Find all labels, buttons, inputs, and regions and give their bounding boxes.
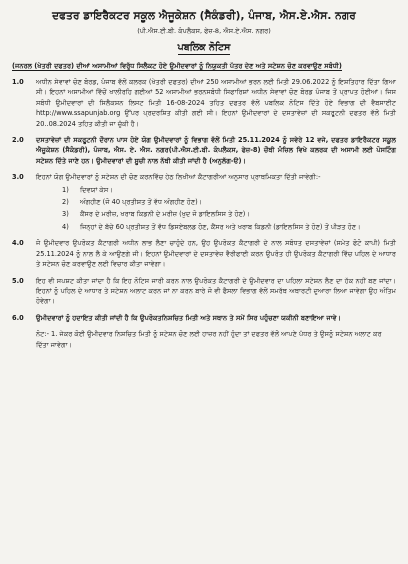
paragraph-2 — [12, 135, 396, 166]
paragraph-1 — [12, 77, 396, 129]
category-text: ਅੰਗਹੀਣ (ਜੋ 40 ਪ੍ਰਤੀਸ਼ਤ ਤੋਂ ਵੱਧ ਅੰਗਹੀਣ ਹੋਣ)। — [80, 198, 203, 207]
category-number: 1) — [62, 185, 69, 194]
paragraph-6 — [12, 313, 396, 323]
footer-note: ਨੋਟ:- 1. ਜੇਕਰ ਕੋਈ ਉਮੀਦਵਾਰ ਨਿਸ਼ਚਿਤ ਮਿਤੀ ਨੂੰ ਸਟੇਸ਼ਨ ਚੋਣ ਲਈ ਹਾਜ਼ਰ ਨਹੀਂ ਹੁੰਦਾ ਤਾਂ ਦਫਤਰ ਵੱਲੋਂ ਆਪਣੇ ਪੱਧਰ ਤੇ ਉਸਨੂੰ ਸਟੇਸ਼ਨ ਅਲਾਟ ਕਰ ਦਿੱਤਾ ਜਾਵੇਗਾ। — [36, 330, 382, 349]
paragraph-number: 3.0 — [12, 173, 24, 182]
paragraph-text: ਅਧੀਨ ਸੇਵਾਵਾਂ ਚੋਣ ਬੋਰਡ, ਪੰਜਾਬ ਵੱਲੋਂ ਕਲਰਕ (ਖੇਤਰੀ ਦਫਤਰ) ਦੀਆਂ 250 ਅਸਾਮੀਆਂ ਭਰਨ ਲਈ ਮਿਤੀ 29.06.2022 ਨੂੰ ਇਸ਼ਤਿਹਾਰ ਦਿੱਤਾ ਗਿਆ ਸੀ। ਇਹਨਾਂ ਅਸਾਮੀਆਂ ਵਿੱਚੋਂ ਖਾਲੀਰਹਿ ਗਈਆਂ 52 ਅਸਾਮੀਆਂ ਭਰਨਸਬੰਧੀ ਸਿਫਾਰਿਸ਼ਾਂ ਅਧੀਨ ਸੇਵਾਵਾਂ ਚੋਣ ਬੋਰਡ ਪੰਜਾਬ ਤੋਂ ਪ੍ਰਾਪਤ ਹੋਈਆਂ। ਜਿਸ ਸਬੰਧੀ ਉਮੀਦਵਾਰਾਂ ਦੀ ਸਿਲੈਕਸ਼ਨ ਲਿਸਟ ਮਿਤੀ 16-08-2024 ਤਹਿਤ ਦਫਤਰ ਵੱਲੋਂ ਪਬਲਿਕ ਨੋਟਿਸ ਦਿੱਤੇ ਹੋਏ ਵਿਭਾਗ ਦੀ ਵੈਬਸਾਈਟ http://www.ssapunjab.org ਉੱਪਰ ਪ੍ਰਦਰਸ਼ਿਤ ਕੀਤੀ ਗਈ ਸੀ। ਇਹਨਾਂ ਉਮੀਦਵਾਰਾਂ ਦੇ ਦਸਤਾਵੇਜ਼ਾਂ ਦੀ ਸਕਰੂਟਨੀ ਦਫਤਰ ਵੱਲੋਂ ਮਿਤੀ 20..08.2024 ਤਹਿਤ ਕੀਤੀ ਜਾ ਚੁੱਕੀ ਹੈ। — [36, 78, 396, 128]
priority-category-item — [62, 222, 396, 232]
priority-category-list — [62, 185, 396, 233]
category-text: ਜਿਨ੍ਹਾਂ ਦੇ ਬੱਚੇ 60 ਪ੍ਰਤੀਸ਼ਤ ਤੋਂ ਵੱਧ ਡਿਸਏਬਲਡ ਹੋਣ, ਕੈਂਸਰ ਅਤੇ ਖਰਾਬ ਕਿਡਨੀ (ਡਾਇਲਸਿਸ ਤੇ ਹੋਣ) ਤੋਂ ਪੀੜਤ ਹੋਣ। — [80, 222, 361, 231]
paragraph-number: 6.0 — [12, 313, 24, 322]
office-title: ਦਫਤਰ ਡਾਇਰੈਕਟਰ ਸਕੂਲ ਐਜੂਕੇਸ਼ਨ (ਸੈਕੰਡਰੀ), ਪੰਜਾਬ, ਐਸ.ਏ.ਐਸ. ਨਗਰ — [52, 10, 356, 22]
paragraph-text: ਇਹਨਾਂ ਯੋਗ ਉਮੀਦਵਾਰਾਂ ਨੂੰ ਸਟੇਸ਼ਨ ਦੀ ਚੋਣ ਕਰਨਵਿੱਚ ਹੇਠ ਲਿਖੀਆਂ ਕੈਟਾਗਰੀਆਂ ਅਨੁਸਾਰ ਪ੍ਰਾਥਮਿਕਤਾ ਦਿੱਤੀ ਜਾਵੇਗੀ:- — [36, 173, 321, 182]
paragraph-number: 2.0 — [12, 136, 24, 145]
paragraph-text: ਉਮੀਦਵਾਰਾਂ ਨੂੰ ਹਦਾਇਤ ਕੀਤੀ ਜਾਂਦੀ ਹੈ ਕਿ ਉਪਰੋਕਤਨਿਸ਼ਚਿਤ ਮਿਤੀ ਅਤੇ ਸਥਾਨ ਤੇ ਸਮੇਂ ਸਿਰ ਪਹੁੰਚਣਾ ਯਕੀਨੀ ਬਣਾਇਆ ਜਾਵੇ। — [36, 313, 342, 322]
paragraph-4 — [12, 238, 396, 269]
notice-header — [12, 10, 396, 53]
paragraph-5 — [12, 276, 396, 307]
paragraph-number: 1.0 — [12, 78, 24, 86]
priority-category-item — [62, 197, 396, 207]
paragraph-number: 5.0 — [12, 276, 24, 285]
priority-category-item — [62, 209, 396, 219]
notice-title — [12, 42, 396, 53]
notice-subject — [12, 61, 396, 71]
category-number: 2) — [62, 198, 69, 207]
paragraph-text: ਜੋ ਉਮੀਦਵਾਰ ਉਪਰੋਕਤ ਕੈਟਾਗਰੀ ਅਧੀਨ ਲਾਭ ਲੈਣਾ ਚਾਹੁੰਦੇ ਹਨ, ਉਹ ਉਪਰੋਕਤ ਕੈਟਾਗਰੀ ਦੇ ਨਾਲ ਸਬੰਧਤ ਦਸਤਾਵੇਜ਼ਾਂ (ਸਮੇਤ ਫੋਟੋ ਕਾਪੀ) ਮਿਤੀ 25.11.2024 ਨੂੰ ਨਾਲ ਲੈ ਕੇ ਆਉਣਗੇ ਜੀ। ਇਹਨਾਂ ਉਮੀਦਵਾਰਾਂ ਦੇ ਦਸਤਾਵੇਜ਼ ਵੈਰੀਫਾਈ ਕਰਨ ਉਪਰੰਤ ਹੀ ਉਪਰੋਕਤ ਕੈਟਾਗਰੀ ਵਿੱਚ ਪਹਿਲ ਦੇ ਆਧਾਰ ਤੇ ਸਟੇਸ਼ਨ ਚੋਣ ਕਰਵਾਉਣ ਲਈ ਵਿਚਾਰ ਕੀਤਾ ਜਾਵੇਗਾ। — [36, 239, 396, 269]
priority-category-item — [62, 185, 396, 195]
paragraph-text: ਇਹ ਵੀ ਸਪਸ਼ਟ ਕੀਤਾ ਜਾਂਦਾ ਹੈ ਕਿ ਇਹ ਨੋਟਿਸ ਜਾਰੀ ਕਰਨ ਨਾਲ ਉਪਰੋਕਤ ਕੈਟਾਗਰੀ ਦੇ ਉਮੀਦਵਾਰ ਦਾ ਪਹਿਲਾ ਸਟੇਸ਼ਨ ਲੈਣ ਦਾ ਹੱਕ ਨਹੀਂ ਬਣ ਜਾਂਦਾ। ਇਹਨਾਂ ਨੂੰ ਪਹਿਲ ਦੇ ਆਧਾਰ ਤੇ ਸਟੇਸ਼ਨ ਅਲਾਟ ਕਰਨ ਜਾਂ ਨਾ ਕਰਨ ਬਾਰੇ ਜੋ ਵੀ ਫੈਸਲਾ ਵਿਭਾਗ ਵੱਲੋਂ ਸਮਰੱਥ ਅਥਾਰਟੀ ਦੁਆਰਾ ਲਿਆ ਜਾਵੇਗਾ ਉਹ ਅੰਤਿਮ ਹੋਵੇਗਾ। — [36, 276, 396, 306]
paragraph-text: ਦਸਤਾਵੇਜ਼ਾਂ ਦੀ ਸਕਰੂਟਨੀ ਦੌਰਾਨ ਪਾਸ ਹੋਏ ਯੋਗ ਉਮੀਦਵਾਰਾਂ ਨੂੰ ਵਿਭਾਗ ਵੱਲੋਂ ਮਿਤੀ 25.11.2024 ਨੂੰ ਸਵੇਰੇ 12 ਵਜੇ, ਦਫਤਰ ਡਾਇਰੈਕਟਰ ਸਕੂਲ ਐਜੂਕੇਸ਼ਨ (ਸੈਕੰਡਰੀ), ਪੰਜਾਬ, ਐਸ. ਏ. ਐਸ. ਨਗਰ(ਪੀ.ਐਸ.ਈ.ਬੀ. ਕੰਪਲੈਕਸ, ਫੇਜ਼-8) ਚੌਥੀ ਮੰਜ਼ਿਲ ਵਿਖੇ ਕਲਰਕ ਦੀ ਅਸਾਮੀ ਲਈ ਪੋਸਟਿੰਗ ਸਟੇਸ਼ਨ ਦਿੱਤੇ ਜਾਣੇ ਹਨ। ਉਮੀਦਵਾਰਾਂ ਦੀ ਸੂਚੀ ਨਾਲ ਨੱਥੀ ਕੀਤੀ ਜਾਂਦੀ ਹੈ (ਅਨੁਲੱਗ-ੳ)। — [36, 136, 396, 165]
paragraph-number: 4.0 — [12, 239, 24, 248]
paragraph-3 — [12, 172, 396, 182]
notice-title-text: ਪਬਲਿਕ ਨੋਟਿਸ — [177, 42, 231, 53]
category-text: ਕੈਂਸਰ ਦੇ ਮਰੀਜ਼, ਖਰਾਬ ਕਿਡਨੀ ਦੇ ਮਰੀਜ਼ (ਖੁਦ ਜੋ ਡਾਇਲਸਿਸ ਤੇ ਹੋਣ)। — [80, 210, 250, 219]
category-number: 4) — [62, 222, 69, 231]
category-text: ਦਿਵਯਾਂ ਕੇਸ। — [80, 185, 113, 194]
notice-subject-text: (ਜਨਰਲ (ਖੇਤਰੀ ਦਫਤਰ) ਦੀਆਂ ਅਸਾਮੀਆਂ ਵਿਰੁੱਧ ਸਿਲੈਕਟ ਹੋਏ ਉਮੀਦਵਾਰਾਂ ਨੂੰ ਨਿਯੁਕਤੀ ਪੱਤਰ ਦੇਣ ਅਤੇ ਸਟੇਸ਼ਨ ਚੋਣ ਕਰਵਾਉਣ ਸਬੰਧੀ) — [12, 62, 342, 70]
office-address: (ਪੀ.ਐਸ.ਈ.ਬੀ. ਕੰਪਲੈਕਸ, ਫੇਜ਼-8, ਐਸ.ਏ.ਐਸ. ਨਗਰ) — [137, 27, 271, 35]
category-number: 3) — [62, 210, 69, 219]
